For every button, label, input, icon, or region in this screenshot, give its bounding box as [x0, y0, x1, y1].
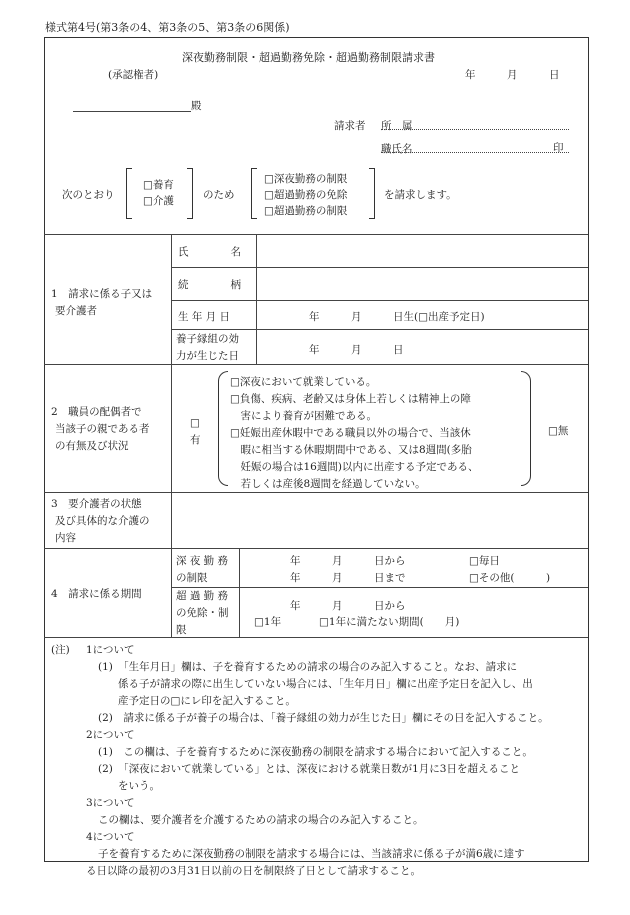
night-to-date[interactable]: 年 月 日まで	[290, 572, 406, 584]
night-daily-checkbox[interactable]: □毎日	[469, 555, 500, 567]
date-day: 日	[549, 69, 560, 81]
overtime-one-year-checkbox[interactable]: □1年	[254, 616, 282, 628]
section1-label: 1 請求に係る子又は 要介護者	[51, 288, 153, 317]
name-label: 職氏名	[381, 143, 413, 155]
date-month: 月	[507, 69, 518, 81]
notes-body: 1について (1) 「生年月日」欄は、子を養育するための請求の場合のみ記入すること。なお、請求に 係る子が請求の際に出生していない場合には、「生年月日」欄に出産予定日を記入し、出 産予定日の□にレ印を記入すること。 (2) 請求に係る子が養子の場合は、「養子縁組の効力が生じた日」欄にその日を記入すること。 2について (1) この欄は、子を養育するために深夜勤務の制限を請求する場合において記入すること。 (2) 「深夜において就業している」とは、深夜における就業日数が1月に3日を超えること をいう。 3について この欄は、要介護者を介護するための請求の場合のみ記入すること。 4について 子を養育するために深夜勤務の制限を請求する場合には、当該請求に係る子が満6歳に達す る日以降の最初の3月31日以前の日を制限終了日として請求すること。	[86, 644, 549, 877]
divider	[171, 329, 588, 330]
column-divider	[256, 234, 257, 364]
divider	[44, 548, 588, 549]
section3-label: 3 要介護者の状態 及び具体的な介護の 内容	[51, 498, 150, 544]
divider	[171, 267, 588, 268]
right-bracket	[187, 168, 193, 219]
section4-label: 4 請求に係る期間	[51, 588, 142, 600]
adoption-field-label: 養子縁組の効 力が生じた日	[176, 333, 239, 362]
night-other-checkbox[interactable]: □その他( )	[469, 572, 551, 584]
requester-label: 請求者	[334, 120, 366, 132]
spouse-yes-checkbox[interactable]: □	[190, 417, 200, 429]
divider	[44, 234, 588, 235]
reason-childcare[interactable]: □養育	[143, 179, 174, 191]
spouse-status-maternity[interactable]: □妊娠出産休暇中である職員以外の場合で、当該休	[230, 427, 471, 439]
night-from-date[interactable]: 年 月 日から	[290, 555, 406, 567]
relation-field-label: 続 柄	[178, 279, 241, 291]
right-bracket	[521, 371, 531, 486]
request-prefix: 次のとおり	[62, 189, 115, 201]
column-divider	[239, 548, 240, 637]
overtime-label: 超 過 勤 務 の免除・制 限	[176, 590, 229, 636]
spouse-yes-label: 有	[190, 434, 201, 446]
divider	[44, 637, 588, 638]
request-middle: のため	[203, 189, 235, 201]
night-limit-label: 深 夜 勤 務 の制限	[176, 555, 229, 584]
reason-nursing[interactable]: □介護	[143, 195, 174, 207]
spouse-status-working[interactable]: □深夜において就業している。	[230, 376, 377, 388]
left-bracket	[218, 371, 228, 486]
type-night-limit[interactable]: □深夜勤務の制限	[264, 173, 348, 185]
divider	[44, 364, 588, 365]
child-name-input[interactable]	[258, 236, 586, 266]
type-overtime-exempt[interactable]: □超過勤務の免除	[264, 189, 348, 201]
name-field-label: 氏 名	[178, 246, 241, 258]
left-bracket	[126, 168, 132, 219]
birth-date-value[interactable]: 年 月 日生(□出産予定日)	[309, 311, 485, 323]
divider	[171, 587, 588, 588]
request-suffix: を請求します。	[384, 189, 457, 201]
left-bracket	[251, 168, 257, 219]
section2-label: 2 職員の配偶者で 当該子の親である者 の有無及び状況	[51, 406, 150, 452]
spouse-no-checkbox[interactable]: □無	[548, 425, 569, 437]
column-divider	[171, 234, 172, 637]
overtime-less-checkbox[interactable]: □1年に満たない期間( 月)	[319, 616, 460, 628]
overtime-from-date[interactable]: 年 月 日から	[290, 600, 406, 612]
addressee-suffix: 殿	[191, 100, 202, 112]
type-overtime-limit[interactable]: □超過勤務の制限	[264, 205, 348, 217]
relation-input[interactable]	[258, 269, 586, 299]
affiliation-label: 所 属	[381, 120, 413, 132]
notes-head: (注)	[51, 644, 70, 656]
date-year: 年	[465, 69, 476, 81]
affiliation-field[interactable]	[381, 118, 569, 130]
right-bracket	[369, 168, 375, 219]
form-label: 様式第4号(第3条の4、第3条の5、第3条の6関係)	[45, 21, 290, 34]
addressee-line[interactable]	[73, 99, 191, 112]
spouse-status-unable[interactable]: □負傷、疾病、老齢又は身体上若しくは精神上の障	[230, 393, 471, 405]
care-details-input[interactable]	[173, 494, 586, 546]
approver-label: (承認権者)	[108, 69, 159, 81]
seal-mark: 印	[553, 142, 564, 154]
spouse-status-list: □深夜において就業している。 □負傷、疾病、老齢又は身体上若しくは精神上の障 害により養育が困難である。 □妊娠出産休暇中である職員以外の場合で、当該休 暇に相当する休暇期間中である、又は8週間(多胎 妊娠の場合は16週間)以内に出産する予定である、 若しくは産後8週間を経過していない。	[230, 376, 479, 490]
divider	[171, 300, 588, 301]
adoption-date-value[interactable]: 年 月 日	[309, 344, 404, 356]
birth-field-label: 生 年 月 日	[178, 311, 231, 323]
name-field[interactable]	[381, 141, 569, 153]
form-title: 深夜勤務制限・超過勤務免除・超過勤務制限請求書	[182, 51, 435, 64]
